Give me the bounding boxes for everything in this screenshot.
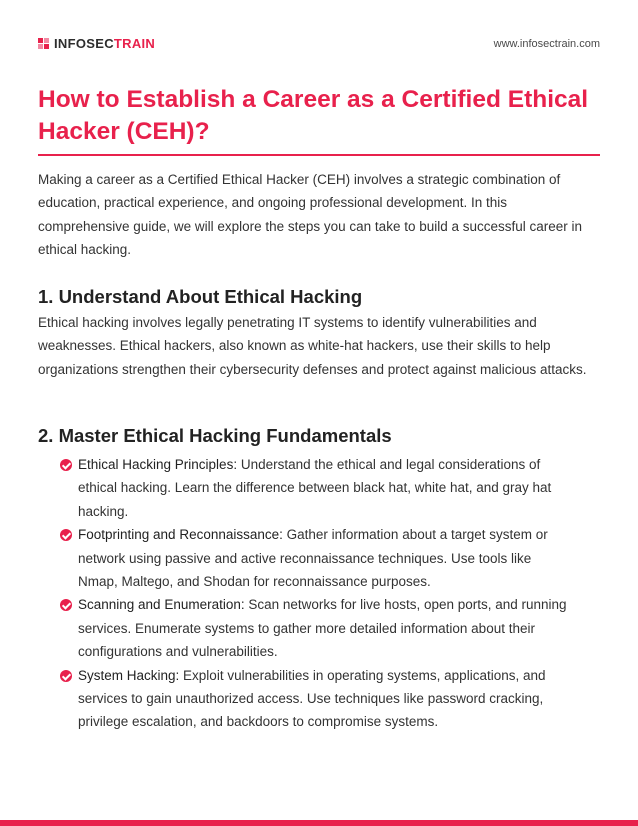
footer-accent-bar: [0, 820, 638, 826]
check-circle-icon: [60, 599, 72, 611]
brand-logo[interactable]: [38, 36, 155, 51]
logo-text-part1: INFOSEC: [54, 36, 114, 51]
list-item-term: Scanning and Enumeration:: [78, 597, 245, 613]
list-item-term: Footprinting and Reconnaissance:: [78, 527, 283, 543]
check-circle-icon: [60, 670, 72, 682]
website-url[interactable]: www.infosectrain.com: [493, 38, 600, 50]
page-header: [38, 36, 600, 54]
list-item-text: Gather information about a target system or network using passive and active reconnaissance techniques. Use tools like Nmap, Maltego, and Shodan for reconnaissance purposes.: [78, 527, 548, 590]
section-1-body: Ethical hacking involves legally penetrating IT systems to identify vulnerabilities and weaknesses. Ethical hackers, also known as white-hat hackers, use their skills to help organizations strengthen their cybersecurity defenses and protect against malicious attacks.: [38, 315, 587, 377]
logo-text: [54, 36, 155, 51]
intro-paragraph: Making a career as a Certified Ethical Hacker (CEH) involves a strategic combination of education, practical experience, and ongoing professional development. In this comprehensive guide, we will explore the steps you can take to build a successful career in ethical hacking.: [38, 172, 583, 258]
logo-text-part2: TRAIN: [113, 36, 156, 51]
list-item: [60, 593, 570, 663]
list-item-term: System Hacking:: [78, 667, 180, 683]
list-item: [60, 453, 570, 523]
list-item: [60, 523, 570, 593]
section-2-heading: 2. Master Ethical Hacking Fundamentals: [38, 425, 392, 446]
list-item-term: Ethical Hacking Principles:: [78, 457, 238, 472]
list-item-text: Understand the ethical and legal considerations of ethical hacking. Learn the difference between black hat, white hat, and gray hat hacking.: [78, 457, 552, 519]
page-title: How to Establish a Career as a Certified Ethical Hacker (CEH)?: [38, 86, 589, 145]
logo-icon: [38, 38, 49, 49]
list-item-text: Exploit vulnerabilities in operating systems, applications, and services to gain unauthorized access. Use techniques like password cracking, privilege escalation, and backdoors to compromise systems.: [78, 667, 546, 730]
check-circle-icon: [60, 529, 72, 541]
fundamentals-list: [60, 453, 570, 734]
list-item: [60, 664, 570, 734]
list-item-text: Scan networks for live hosts, open ports, and running services. Enumerate systems to gather more detailed information about their configurations and vulnerabilities.: [78, 597, 567, 660]
check-circle-icon: [60, 459, 72, 471]
title-divider: [38, 154, 600, 156]
section-1-heading: 1. Understand About Ethical Hacking: [38, 286, 363, 307]
